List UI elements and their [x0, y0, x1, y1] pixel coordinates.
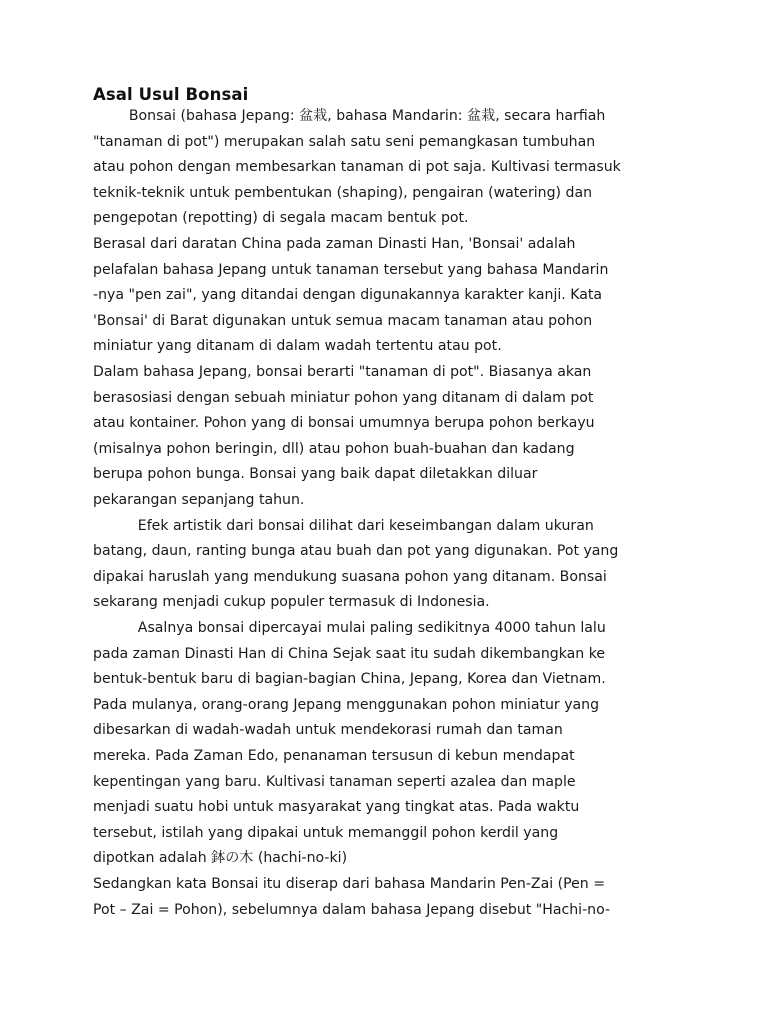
text-line: (misalnya pohon beringin, dll) atau pohon buah-buahan dan kadang [93, 440, 575, 457]
text-line: "tanaman di pot") merupakan salah satu seni pemangkasan tumbuhan [93, 133, 596, 150]
text-line: pengepotan (repotting) di segala macam bentuk pot. [93, 210, 469, 227]
text-line: dipotkan adalah 鉢の木 (hachi-no-ki) [93, 850, 348, 867]
text-line: pelafalan bahasa Jepang untuk tanaman tersebut yang bahasa Mandarin [93, 261, 609, 278]
text-line: kepentingan yang baru. Kultivasi tanaman seperti azalea dan maple [93, 773, 576, 790]
text-line: 'Bonsai' di Barat digunakan untuk semua macam tanaman atau pohon [93, 312, 593, 329]
text-line: atau pohon dengan membesarkan tanaman di pot saja. Kultivasi termasuk [93, 159, 621, 176]
document-title: Asal Usul Bonsai [93, 85, 249, 104]
text-line: batang, daun, ranting bunga atau buah dan pot yang digunakan. Pot yang [93, 543, 619, 560]
text-line: Berasal dari daratan China pada zaman Dinasti Han, 'Bonsai' adalah [93, 236, 576, 252]
text-line: pada zaman Dinasti Han di China Sejak saat itu sudah dikembangkan ke [93, 645, 606, 662]
text-line: bentuk-bentuk baru di bagian-bagian China, Jepang, Korea dan Vietnam. [93, 671, 606, 688]
text-line: atau kontainer. Pohon yang di bonsai umumnya berupa pohon berkayu [93, 415, 595, 432]
text-line: berasosiasi dengan sebuah miniatur pohon yang ditanam di dalam pot [93, 389, 594, 406]
text-line: -nya "pen zai", yang ditandai dengan digunakannya karakter kanji. Kata [93, 287, 603, 304]
text-line: Pot – Zai = Pohon), sebelumnya dalam bahasa Jepang disebut "Hachi-no- [93, 901, 611, 918]
text-line: dibesarkan di wadah-wadah untuk mendekorasi rumah dan taman [93, 722, 563, 739]
text-line: berupa pohon bunga. Bonsai yang baik dapat diletakkan diluar [93, 466, 538, 483]
text-line: miniatur yang ditanam di dalam wadah tertentu atau pot. [93, 338, 502, 355]
text-line: teknik-teknik untuk pembentukan (shaping), pengairan (watering) dan [93, 184, 593, 201]
text-line: Sedangkan kata Bonsai itu diserap dari bahasa Mandarin Pen-Zai (Pen = [93, 876, 605, 892]
text-line: dipakai haruslah yang mendukung suasana pohon yang ditanam. Bonsai [93, 568, 607, 585]
text-line: Efek artistik dari bonsai dilihat dari keseimbangan dalam ukuran [93, 517, 594, 534]
text-line: mereka. Pada Zaman Edo, penanaman tersusun di kebun mendapat [93, 748, 575, 764]
text-line: menjadi suatu hobi untuk masyarakat yang tingkat atas. Pada waktu [93, 799, 580, 816]
text-line: pekarangan sepanjang tahun. [93, 492, 305, 508]
text-line: tersebut, istilah yang dipakai untuk memanggil pohon kerdil yang [93, 824, 559, 841]
text-line: Bonsai (bahasa Jepang: 盆栽, bahasa Mandarin: 盆栽, secara harfiah [93, 108, 606, 124]
text-line: Asalnya bonsai dipercayai mulai paling sedikitnya 4000 tahun lalu [93, 620, 606, 636]
text-line: Pada mulanya, orang-orang Jepang menggunakan pohon miniatur yang [93, 696, 600, 713]
text-line: sekarang menjadi cukup populer termasuk di Indonesia. [93, 594, 490, 611]
text-line: Dalam bahasa Jepang, bonsai berarti "tanaman di pot". Biasanya akan [93, 364, 592, 380]
